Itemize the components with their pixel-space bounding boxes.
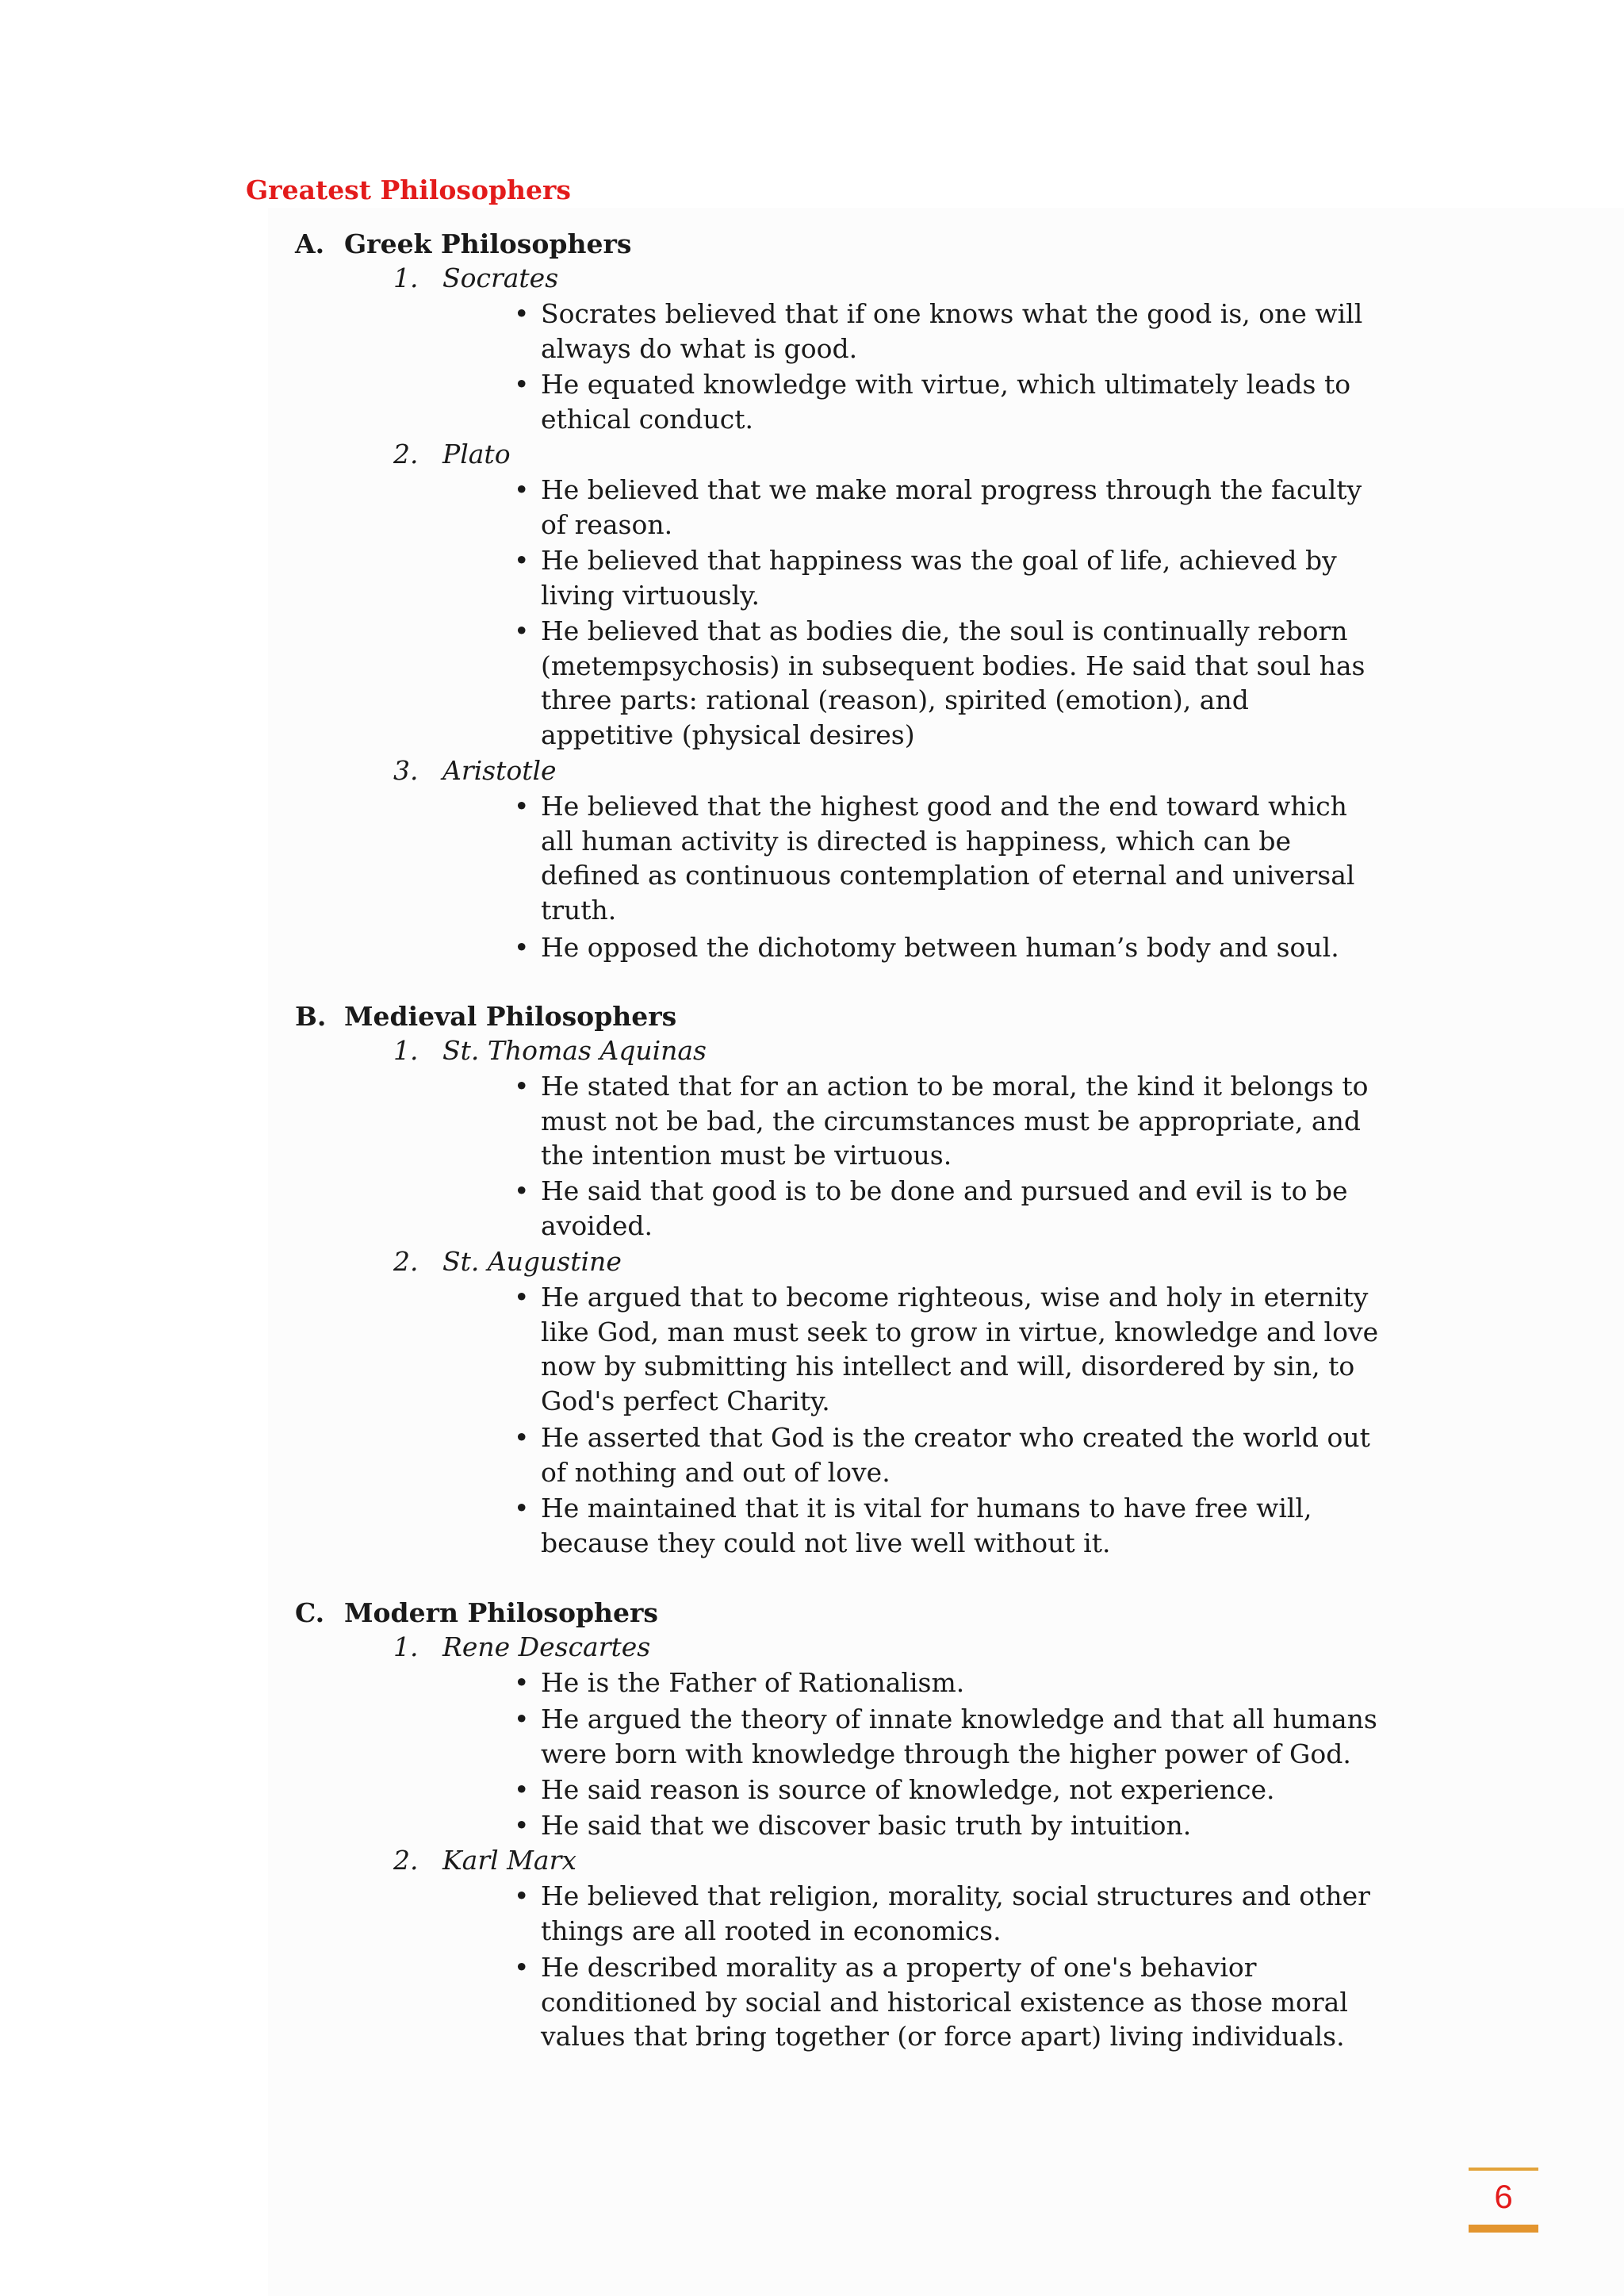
philosopher-name-text: Rene Descartes (442, 1631, 651, 1662)
philosopher-number: 1. (393, 1631, 419, 1662)
bullet-icon: • (514, 369, 530, 400)
list-item: • He believed that happiness was the goal of life, achieved by living virtuously. (514, 545, 1337, 611)
list-item: • He believed that we make moral progress through the faculty of reason. (514, 474, 1362, 540)
bullet-icon: • (514, 1282, 530, 1313)
list-item: • He argued that to become righteous, wise and holy in eternity like God, man must seek to grow in virtue, knowledge and love now by submitting his intellect and will, disordered by sin, to God's perfect Charity. (514, 1282, 1379, 1416)
page-number-text: 6 (1494, 2178, 1513, 2215)
list-item: • He stated that for an action to be moral, the kind it belongs to must not be bad, the circumstances must be appropriate, and the intention must be virtuous. (514, 1071, 1369, 1171)
section-letter: B. (295, 1001, 327, 1032)
bullet-icon: • (514, 1071, 530, 1102)
philosopher-number: 2. (393, 1845, 419, 1876)
list-item: • He said reason is source of knowledge, not experience. (514, 1773, 1386, 1807)
list-item: • He is the Father of Rationalism. (514, 1665, 1386, 1700)
philosopher-name (393, 753, 557, 788)
section-title: Medieval Philosophers (344, 1001, 677, 1032)
list-item: • He said that good is to be done and pursued and evil is to be avoided. (514, 1175, 1348, 1241)
philosopher-number: 2. (393, 1246, 419, 1277)
section-heading (295, 227, 631, 262)
philosopher-name-text: Socrates (442, 263, 559, 293)
bullet-icon: • (514, 545, 530, 576)
list-item: • Socrates believed that if one knows what the good is, one will always do what is good. (514, 298, 1363, 364)
bullet-icon: • (514, 1810, 530, 1841)
document-title: Greatest Philosophers (246, 174, 572, 205)
philosopher-number: 3. (393, 755, 419, 786)
bullet-icon: • (514, 1493, 530, 1524)
philosopher-name (393, 1630, 650, 1665)
philosopher-name (393, 261, 558, 296)
bullet-icon: • (514, 298, 530, 329)
list-item: • He described morality as a property of one's behavior conditioned by social and historical existence as those moral values that bring together (or force apart) living individuals. (514, 1952, 1348, 2052)
section-title: Modern Philosophers (344, 1597, 658, 1628)
list-item: • He argued the theory of innate knowledge and that all humans were born with knowledge through the higher power of God. (514, 1704, 1377, 1769)
list-item: • He maintained that it is vital for humans to have free will, because they could not live well without it. (514, 1493, 1312, 1558)
bullet-icon: • (514, 1422, 530, 1453)
bullet-icon: • (514, 1774, 530, 1805)
philosopher-name (393, 437, 511, 472)
philosopher-number: 1. (393, 1035, 419, 1066)
bullet-icon: • (514, 791, 530, 822)
page-number-rule-bottom (1469, 2225, 1538, 2233)
bullet-icon: • (514, 932, 530, 963)
section-heading (295, 1596, 658, 1631)
philosopher-name-text: Plato (442, 439, 511, 470)
section-letter: C. (295, 1597, 325, 1628)
bullet-icon: • (514, 1704, 530, 1734)
bullet-icon: • (514, 1880, 530, 1911)
philosopher-name-text: St. Augustine (442, 1246, 622, 1277)
philosopher-name-text: Karl Marx (442, 1845, 576, 1876)
philosopher-name (393, 1033, 707, 1068)
list-item: • He opposed the dichotomy between human’s body and soul. (514, 930, 1386, 965)
philosopher-number: 1. (393, 263, 419, 293)
section-letter: A. (295, 228, 325, 259)
list-item: • He asserted that God is the creator who created the world out of nothing and out of love. (514, 1422, 1370, 1488)
bullet-icon: • (514, 474, 530, 505)
list-item: • He believed that as bodies die, the soul is continually reborn (metempsychosis) in subsequent bodies. He said that soul has three parts: rational (reason), spirited (emotion), and appetitive (physical desires) (514, 615, 1365, 750)
list-item: • He believed that the highest good and the end toward which all human activity is directed is happiness, which can be defined as continuous contemplation of eternal and universal truth. (514, 791, 1355, 926)
list-item: • He believed that religion, morality, social structures and other things are all rooted in economics. (514, 1880, 1370, 1946)
page-number-rule-top (1469, 2168, 1538, 2171)
bullet-icon: • (514, 1667, 530, 1698)
philosopher-name-text: St. Thomas Aquinas (442, 1035, 707, 1066)
list-item: • He equated knowledge with virtue, which ultimately leads to ethical conduct. (514, 369, 1351, 435)
section-heading (295, 999, 676, 1034)
philosopher-name (393, 1843, 576, 1878)
list-item: • He said that we discover basic truth by intuition. (514, 1808, 1386, 1843)
philosopher-name-text: Aristotle (442, 755, 557, 786)
section-title: Greek Philosophers (344, 228, 632, 259)
bullet-icon: • (514, 1175, 530, 1206)
philosopher-number: 2. (393, 439, 419, 470)
page-number (1469, 2168, 1538, 2233)
bullet-icon: • (514, 615, 530, 646)
bullet-icon: • (514, 1952, 530, 1983)
philosopher-name (393, 1244, 622, 1279)
